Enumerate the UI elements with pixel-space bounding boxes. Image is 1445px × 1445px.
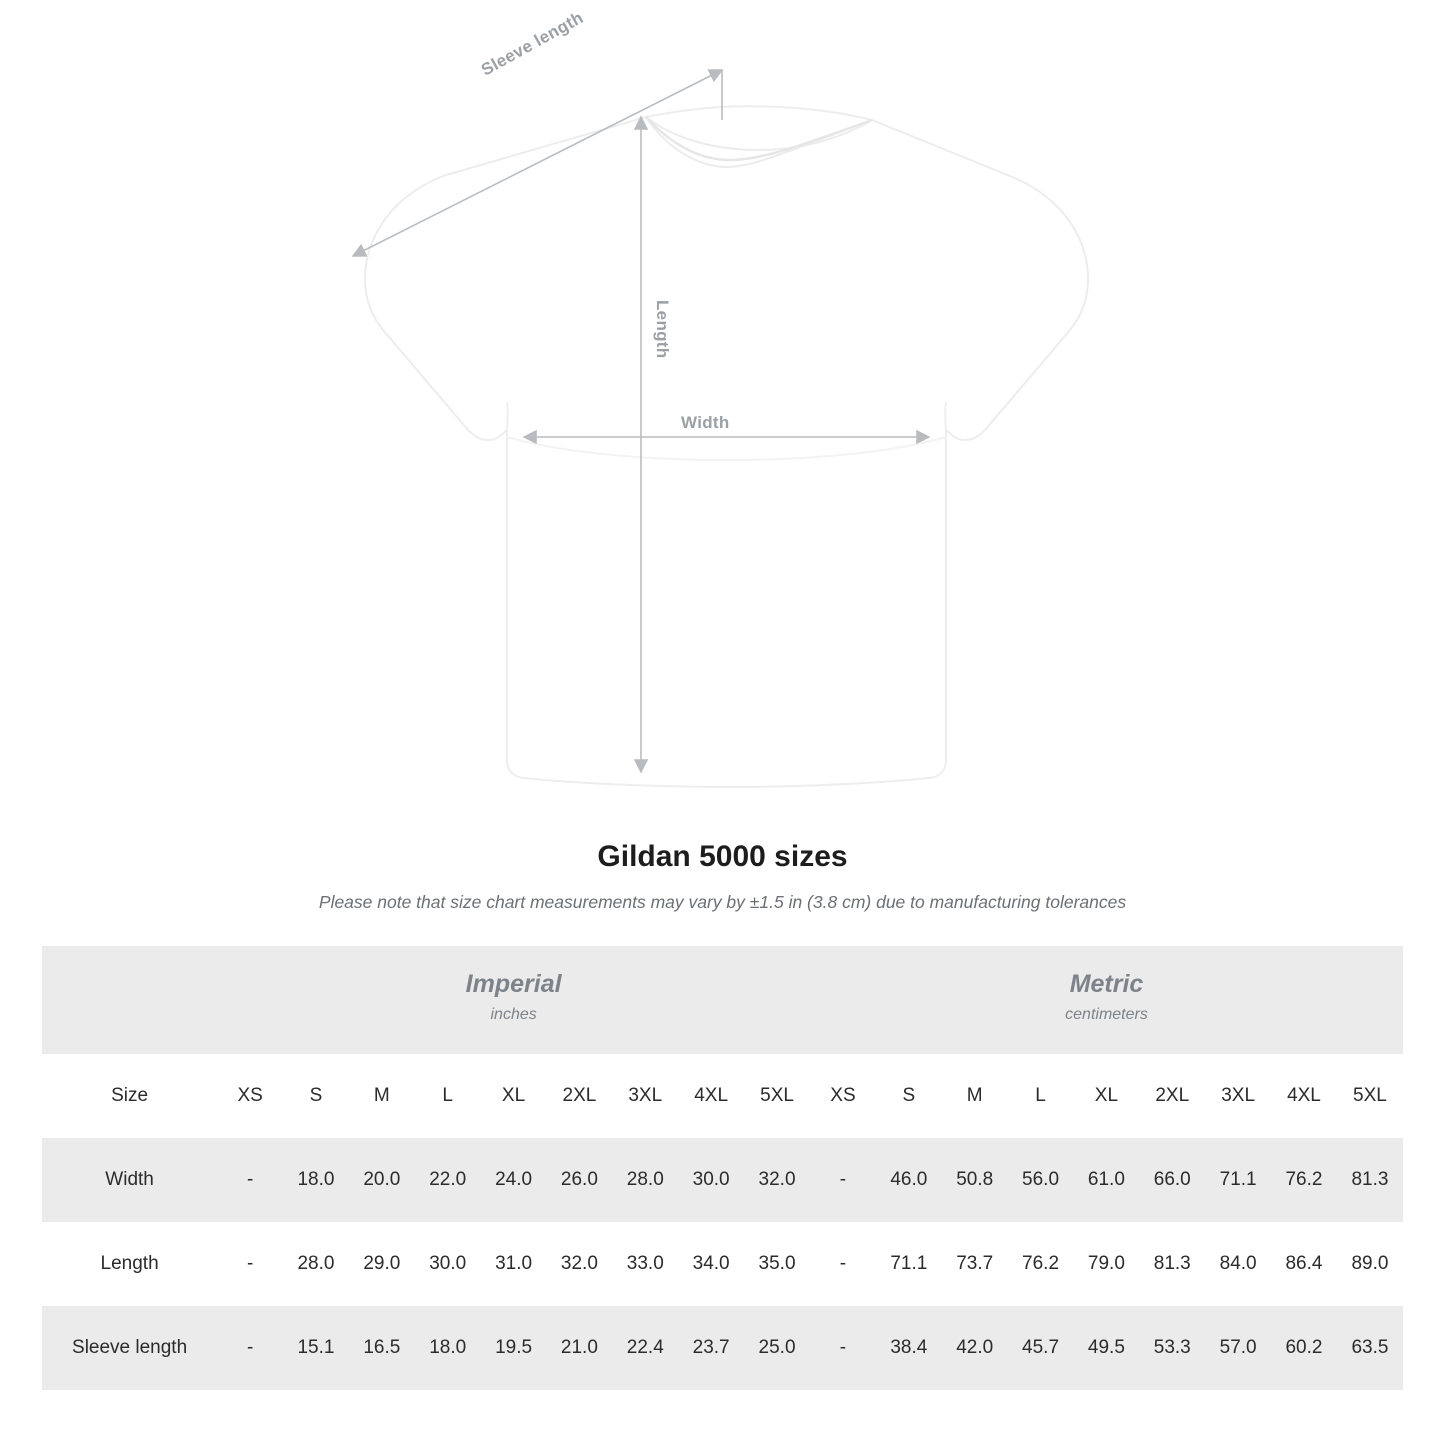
cell-length-metric-l: 76.2 <box>1008 1222 1074 1306</box>
header-imperial-5xl: 5XL <box>744 1054 810 1138</box>
header-imperial-2xl: 2XL <box>546 1054 612 1138</box>
cell-length-imperial-xl: 31.0 <box>481 1222 547 1306</box>
cell-sleeve-imperial-3xl: 22.4 <box>612 1306 678 1390</box>
cell-sleeve-imperial-xl: 19.5 <box>481 1306 547 1390</box>
unit-group-imperial-sub: inches <box>490 1006 537 1024</box>
table-row <box>42 1222 1403 1306</box>
cell-sleeve-metric-5xl: 63.5 <box>1337 1306 1403 1390</box>
cell-length-imperial-xs: - <box>217 1222 283 1306</box>
cell-length-metric-s: 71.1 <box>876 1222 942 1306</box>
header-imperial-xs: XS <box>217 1054 283 1138</box>
row-label-sleeve-length: Sleeve length <box>42 1306 217 1390</box>
cell-length-metric-2xl: 81.3 <box>1139 1222 1205 1306</box>
header-imperial-3xl: 3XL <box>612 1054 678 1138</box>
size-table-wrapper <box>42 946 1403 1390</box>
cell-length-imperial-4xl: 34.0 <box>678 1222 744 1306</box>
cell-width-imperial-2xl: 26.0 <box>546 1138 612 1222</box>
cell-width-imperial-xs: - <box>217 1138 283 1222</box>
row-label-width: Width <box>42 1138 217 1222</box>
cell-sleeve-metric-2xl: 53.3 <box>1139 1306 1205 1390</box>
cell-width-metric-4xl: 76.2 <box>1271 1138 1337 1222</box>
cell-sleeve-imperial-xs: - <box>217 1306 283 1390</box>
unit-group-imperial <box>217 946 810 1054</box>
cell-width-metric-2xl: 66.0 <box>1139 1138 1205 1222</box>
cell-length-imperial-m: 29.0 <box>349 1222 415 1306</box>
cell-length-metric-4xl: 86.4 <box>1271 1222 1337 1306</box>
cell-length-imperial-3xl: 33.0 <box>612 1222 678 1306</box>
cell-sleeve-imperial-4xl: 23.7 <box>678 1306 744 1390</box>
table-row <box>42 1138 1403 1222</box>
unit-group-metric <box>810 946 1403 1054</box>
cell-sleeve-metric-m: 42.0 <box>942 1306 1008 1390</box>
unit-group-metric-name: Metric <box>1069 970 1144 999</box>
title-block <box>0 840 1445 913</box>
size-header-row <box>42 1054 1403 1138</box>
header-imperial-l: L <box>415 1054 481 1138</box>
cell-sleeve-imperial-s: 15.1 <box>283 1306 349 1390</box>
cell-sleeve-metric-l: 45.7 <box>1008 1306 1074 1390</box>
header-metric-2xl: 2XL <box>1139 1054 1205 1138</box>
cell-width-imperial-3xl: 28.0 <box>612 1138 678 1222</box>
unit-row-spacer <box>42 946 217 1054</box>
header-metric-5xl: 5XL <box>1337 1054 1403 1138</box>
cell-length-imperial-l: 30.0 <box>415 1222 481 1306</box>
cell-width-imperial-5xl: 32.0 <box>744 1138 810 1222</box>
header-metric-4xl: 4XL <box>1271 1054 1337 1138</box>
unit-group-metric-sub: centimeters <box>1065 1006 1148 1024</box>
cell-length-metric-m: 73.7 <box>942 1222 1008 1306</box>
cell-width-imperial-l: 22.0 <box>415 1138 481 1222</box>
page-title: Gildan 5000 sizes <box>597 840 848 873</box>
tolerance-note: Please note that size chart measurements may vary by ±1.5 in (3.8 cm) due to manufacturing tolerances <box>318 892 1127 912</box>
cell-width-metric-xs: - <box>810 1138 876 1222</box>
cell-sleeve-imperial-2xl: 21.0 <box>546 1306 612 1390</box>
header-metric-xl: XL <box>1073 1054 1139 1138</box>
cell-length-imperial-5xl: 35.0 <box>744 1222 810 1306</box>
cell-width-metric-l: 56.0 <box>1008 1138 1074 1222</box>
header-metric-m: M <box>942 1054 1008 1138</box>
header-metric-xs: XS <box>810 1054 876 1138</box>
tshirt-shape <box>365 106 1088 787</box>
sleeve-length-label: Sleeve length <box>478 7 587 80</box>
header-metric-3xl: 3XL <box>1205 1054 1271 1138</box>
header-metric-s: S <box>876 1054 942 1138</box>
size-table <box>42 946 1403 1390</box>
cell-sleeve-metric-xs: - <box>810 1306 876 1390</box>
header-imperial-m: M <box>349 1054 415 1138</box>
header-imperial-xl: XL <box>481 1054 547 1138</box>
cell-length-metric-xs: - <box>810 1222 876 1306</box>
table-row <box>42 1306 1403 1390</box>
cell-width-imperial-xl: 24.0 <box>481 1138 547 1222</box>
cell-length-imperial-2xl: 32.0 <box>546 1222 612 1306</box>
header-imperial-s: S <box>283 1054 349 1138</box>
cell-width-metric-s: 46.0 <box>876 1138 942 1222</box>
header-metric-l: L <box>1008 1054 1074 1138</box>
cell-width-metric-5xl: 81.3 <box>1337 1138 1403 1222</box>
cell-length-metric-5xl: 89.0 <box>1337 1222 1403 1306</box>
cell-width-metric-3xl: 71.1 <box>1205 1138 1271 1222</box>
row-label-length: Length <box>42 1222 217 1306</box>
cell-length-imperial-s: 28.0 <box>283 1222 349 1306</box>
unit-group-row <box>42 946 1403 1054</box>
cell-width-imperial-4xl: 30.0 <box>678 1138 744 1222</box>
cell-sleeve-metric-4xl: 60.2 <box>1271 1306 1337 1390</box>
cell-sleeve-imperial-m: 16.5 <box>349 1306 415 1390</box>
length-label: Length <box>653 300 672 359</box>
cell-sleeve-metric-xl: 49.5 <box>1073 1306 1139 1390</box>
unit-group-imperial-name: Imperial <box>465 970 562 999</box>
cell-width-metric-m: 50.8 <box>942 1138 1008 1222</box>
header-imperial-4xl: 4XL <box>678 1054 744 1138</box>
cell-length-metric-3xl: 84.0 <box>1205 1222 1271 1306</box>
cell-sleeve-metric-s: 38.4 <box>876 1306 942 1390</box>
cell-width-metric-xl: 61.0 <box>1073 1138 1139 1222</box>
cell-sleeve-imperial-5xl: 25.0 <box>744 1306 810 1390</box>
cell-sleeve-imperial-l: 18.0 <box>415 1306 481 1390</box>
cell-sleeve-metric-3xl: 57.0 <box>1205 1306 1271 1390</box>
width-label: Width <box>681 413 730 432</box>
cell-width-imperial-m: 20.0 <box>349 1138 415 1222</box>
cell-width-imperial-s: 18.0 <box>283 1138 349 1222</box>
row-label-header: Size <box>42 1054 217 1138</box>
cell-length-metric-xl: 79.0 <box>1073 1222 1139 1306</box>
